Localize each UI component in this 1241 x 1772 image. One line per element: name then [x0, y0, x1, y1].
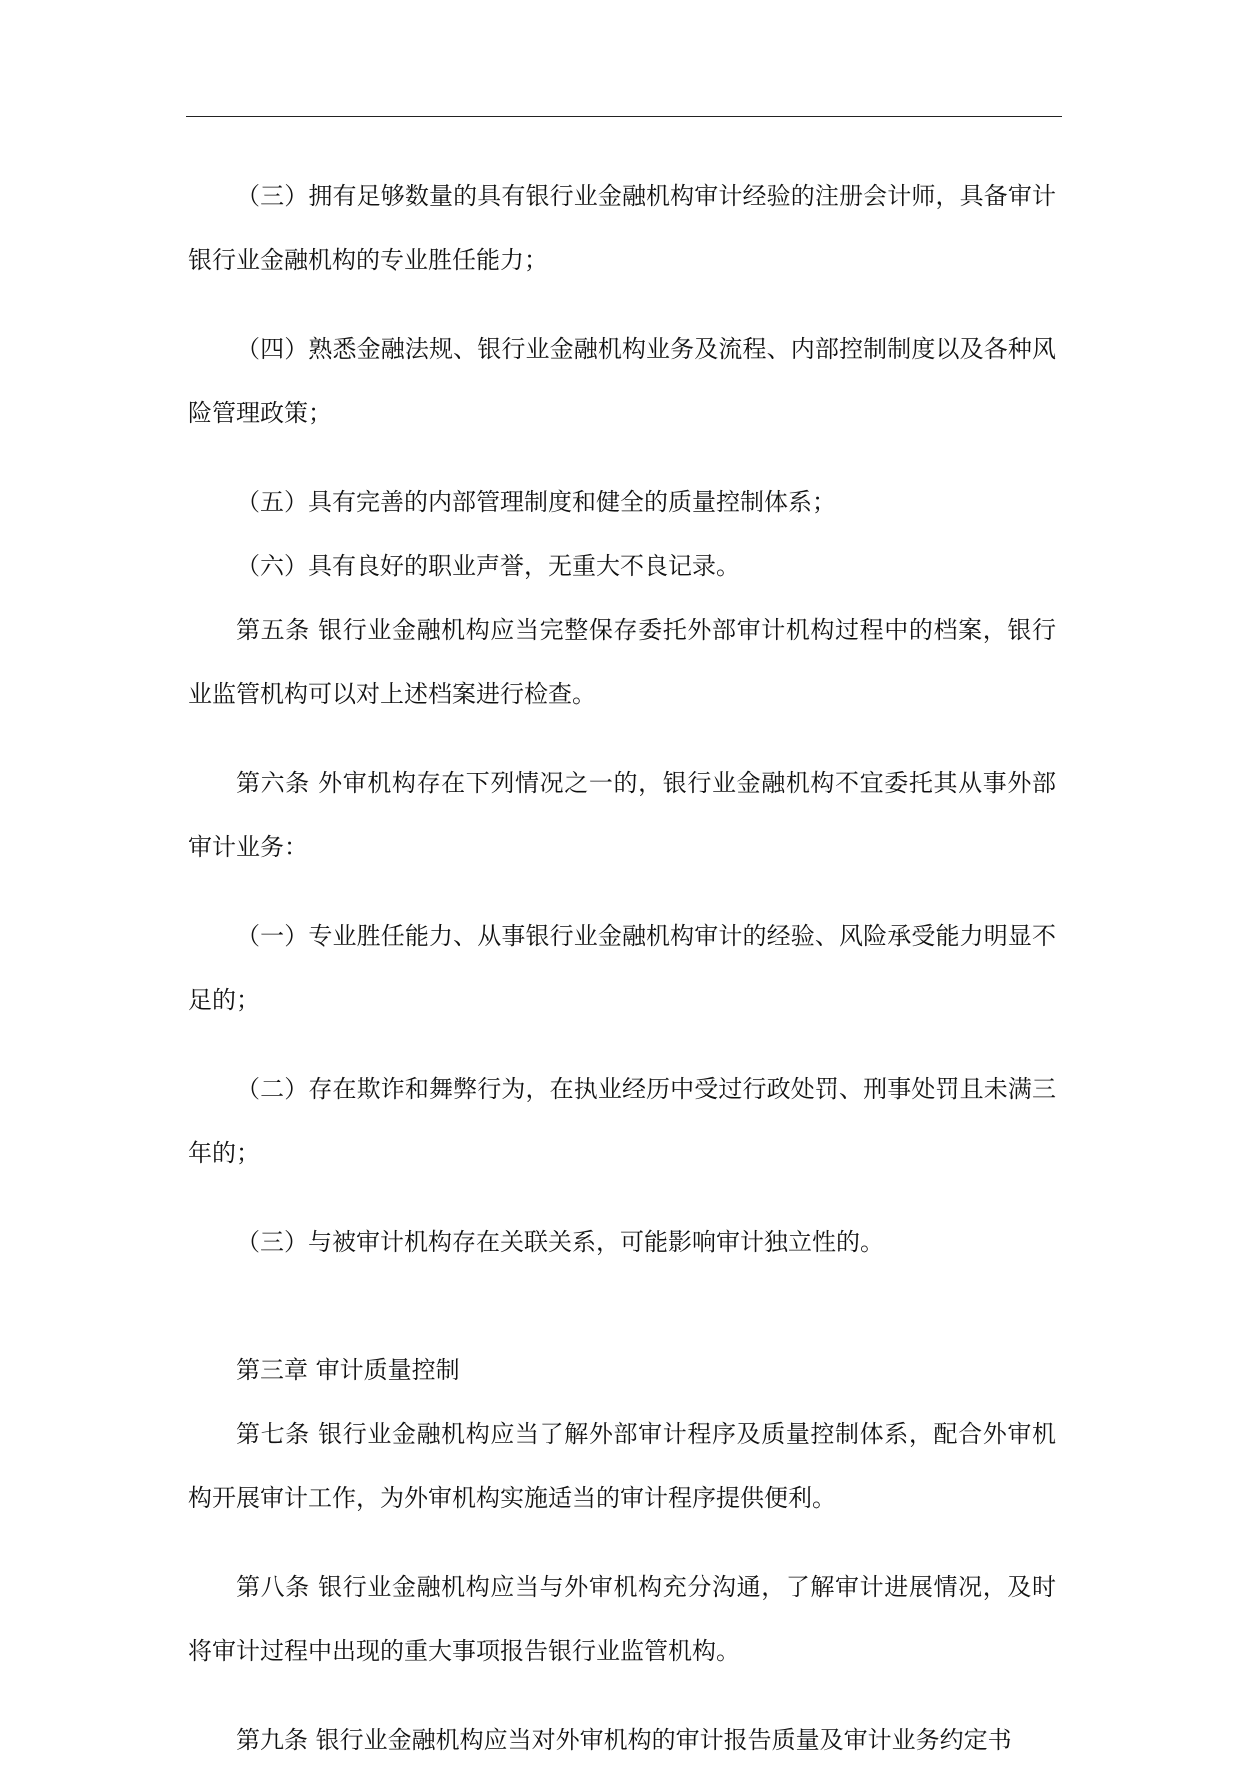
section-spacer [188, 1274, 1056, 1338]
paragraph-article-7: 第七条 银行业金融机构应当了解外部审计程序及质量控制体系，配合外审机构开展审计工作，为外审机构实施适当的审计程序提供便利。 [188, 1420, 1056, 1512]
document-body [188, 164, 1056, 1772]
header-rule [186, 116, 1062, 117]
paragraph-article-9: 第九条 银行业金融机构应当对外审机构的审计报告质量及审计业务约定书 [236, 1726, 1012, 1754]
paragraph-article-8: 第八条 银行业金融机构应当与外审机构充分沟通，了解审计进展情况，及时将审计过程中出现的重大事项报告银行业监管机构。 [188, 1573, 1056, 1665]
paragraph-item-2: （二）存在欺诈和舞弊行为，在执业经历中受过行政处罚、刑事处罚且未满三年的； [188, 1075, 1056, 1167]
paragraph-article-5: 第五条 银行业金融机构应当完整保存委托外部审计机构过程中的档案，银行业监管机构可以对上述档案进行检查。 [188, 616, 1056, 708]
paragraph-item-5: （五）具有完善的内部管理制度和健全的质量控制体系； [236, 488, 836, 516]
paragraph-item-1: （一）专业胜任能力、从事银行业金融机构审计的经验、风险承受能力明显不足的； [188, 922, 1056, 1014]
paragraph-item-4: （四）熟悉金融法规、银行业金融机构业务及流程、内部控制制度以及各种风险管理政策； [188, 335, 1056, 427]
paragraph-item-3b: （三）与被审计机构存在关联关系，可能影响审计独立性的。 [236, 1228, 884, 1256]
paragraph-item-6: （六）具有良好的职业声誉，无重大不良记录。 [236, 552, 740, 580]
paragraph-item-3: （三）拥有足够数量的具有银行业金融机构审计经验的注册会计师，具备审计银行业金融机构的专业胜任能力； [188, 182, 1056, 274]
chapter-title: 第三章 审计质量控制 [236, 1356, 460, 1384]
paragraph-article-6: 第六条 外审机构存在下列情况之一的，银行业金融机构不宜委托其从事外部审计业务： [188, 769, 1056, 861]
